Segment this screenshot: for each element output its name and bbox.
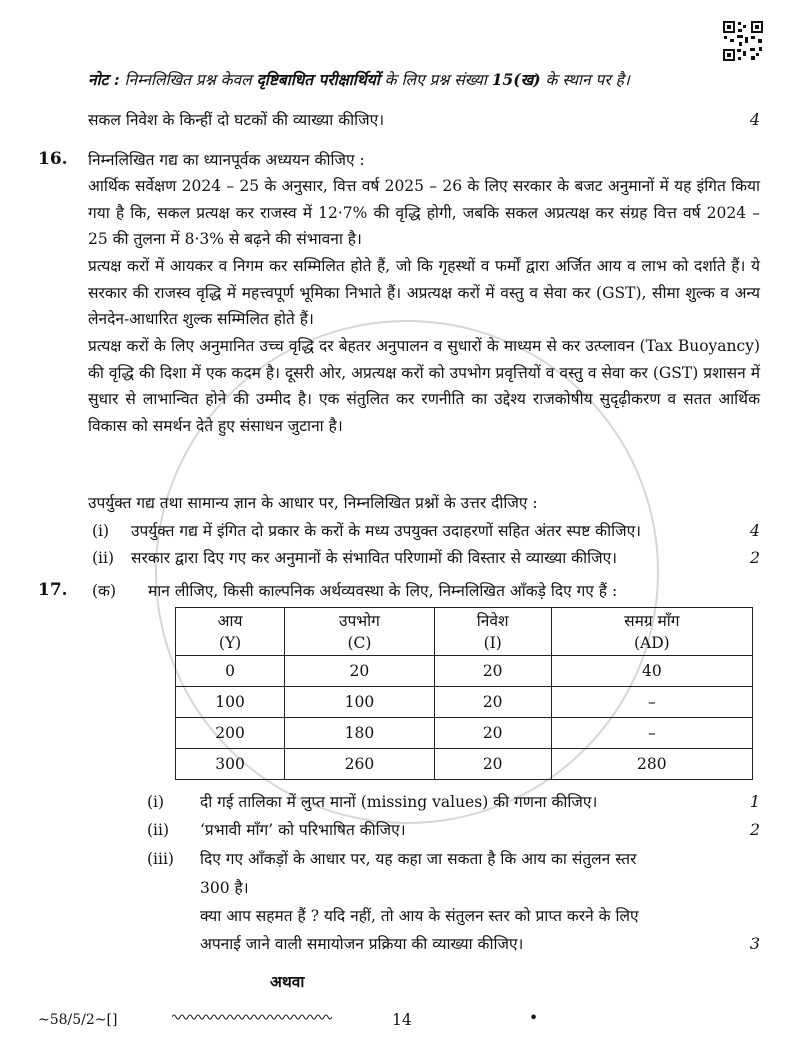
q16-part-i-marks: 4 — [749, 521, 760, 540]
table-row — [176, 749, 753, 780]
table-cell: 20 — [434, 749, 551, 780]
qr-code-icon — [722, 20, 764, 62]
q16-passage-para-2: प्रत्यक्ष करों में आयकर व निगम कर सम्मिलित होते हैं, जो कि गृहस्थों व फर्मों द्वारा अर्जित आय व लाभ को दर्शाते हैं। ये सरकार की राजस्व वृद्धि में महत्त्वपूर्ण भूमिका निभाते हैं। अप्रत्यक्ष करों में वस्तु व सेवा कर (GST), सीमा शुल्क व अन्य लेनदेन-आधारित शुल्क सम्मिलित होते हैं। — [88, 257, 760, 328]
note-emphasis: दृष्टिबाधित परीक्षार्थियों — [256, 70, 380, 89]
table-header-row — [176, 608, 753, 656]
or-label: अथवा — [270, 972, 305, 991]
q16-part-ii-label: (ii) — [92, 549, 115, 567]
q16-passage-para-1: आर्थिक सर्वेक्षण 2024 – 25 के अनुसार, वित्त वर्ष 2025 – 26 के लिए सरकार के बजट अनुमानों में यह इंगित किया गया है कि, सकल प्रत्यक्ष कर राजस्व में 12·7% की वृद्धि होगी, जबकि सकल अप्रत्यक्ष कर संग्रह वित्त वर्ष 2024 – 25 की तुलना में 8·3% से बढ़ने की संभावना है। — [88, 177, 760, 248]
q16-passage-para-3: प्रत्यक्ष करों के लिए अनुमानित उच्च वृद्धि दर बेहतर अनुपालन व सुधारों के माध्यम से कर उत्प्लावन (Tax Buoyancy) की वृद्धि की दिशा में एक कदम है। दूसरी ओर, अप्रत्यक्ष करों को उपभोग प्रवृत्तियों व वस्तु व सेवा कर (GST) प्रशासन में सुधार से लाभान्वित होने की उम्मीद है। एक संतुलित कर रणनीति का उद्देश्य राजकोषीय सुदृढ़ीकरण व सतत आर्थिक विकास को समर्थन देते हुए संसाधन जुटाना है। — [88, 337, 760, 435]
note-label: नोट : — [88, 70, 120, 89]
table-header-investment: निवेश (I) — [434, 608, 551, 656]
table-header-aggregate-demand: समग्र माँग (AD) — [551, 608, 752, 656]
table-cell: 180 — [285, 718, 435, 749]
table-cell: 20 — [434, 687, 551, 718]
table-cell: – — [551, 687, 752, 718]
table-cell: 20 — [285, 656, 435, 687]
q17-data-table — [175, 607, 753, 780]
note-text-mid: के लिए प्रश्न संख्या — [379, 71, 492, 89]
q17-part-i-label: (i) — [147, 793, 165, 811]
table-cell: – — [551, 718, 752, 749]
paper-code: ~58/5/2~[] — [38, 1012, 118, 1028]
q16-intro: निम्नलिखित गद्य का ध्यानपूर्वक अध्ययन कीजिए : — [88, 151, 365, 169]
table-cell: 20 — [434, 718, 551, 749]
table-row — [176, 718, 753, 749]
q16-part-ii-text: सरकार द्वारा दिए गए कर अनुमानों के संभावित परिणामों की विस्तार से व्याख्या कीजिए। — [131, 549, 618, 567]
table-cell: 280 — [551, 749, 752, 780]
q17-intro: मान लीजिए, किसी काल्पनिक अर्थव्यवस्था के लिए, निम्नलिखित आँकड़े दिए गए हैं : — [148, 582, 618, 600]
table-cell: 20 — [434, 656, 551, 687]
table-cell: 40 — [551, 656, 752, 687]
table-cell: 300 — [176, 749, 285, 780]
table-cell: 0 — [176, 656, 285, 687]
note-line — [88, 70, 630, 90]
q17-part-ii-marks: 2 — [749, 820, 760, 839]
wavy-line-icon — [172, 1012, 332, 1022]
q17-part-ii-text: ‘प्रभावी माँग’ को परिभाषित कीजिए। — [200, 821, 406, 839]
table-header-income: आय (Y) — [176, 608, 285, 656]
alt-question-text: सकल निवेश के किन्हीं दो घटकों की व्याख्या कीजिए। — [88, 111, 385, 129]
q17-part-iii-line-4: अपनाई जाने वाली समायोजन प्रक्रिया की व्याख्या कीजिए। — [200, 935, 524, 953]
q17-part-iii-line-1: दिए गए आँकड़ों के आधार पर, यह कहा जा सकता है कि आय का संतुलन स्तर — [200, 850, 637, 868]
table-row — [176, 687, 753, 718]
alt-question-marks: 4 — [749, 110, 760, 129]
table-cell: 260 — [285, 749, 435, 780]
q17-part-ii-label: (ii) — [147, 821, 170, 839]
table-header-consumption: उपभोग (C) — [285, 608, 435, 656]
note-text-end: के स्थान पर है। — [540, 71, 630, 89]
table-row — [176, 656, 753, 687]
note-text: निम्नलिखित प्रश्न केवल — [119, 71, 257, 89]
q16-instruction: उपर्युक्त गद्य तथा सामान्य ज्ञान के आधार पर, निम्नलिखित प्रश्नों के उत्तर दीजिए : — [88, 494, 538, 512]
question-16-number: 16. — [38, 149, 68, 169]
page-number: 14 — [392, 1011, 412, 1029]
q16-part-ii-marks: 2 — [749, 548, 760, 567]
q17-part-i-text: दी गई तालिका में लुप्त मानों (missing values) की गणना कीजिए। — [200, 793, 598, 811]
footer-dot: • — [529, 1009, 539, 1027]
table-cell: 100 — [176, 687, 285, 718]
question-17-number: 17. — [38, 580, 68, 600]
q17-part-iii-label: (iii) — [147, 850, 174, 868]
table-cell: 200 — [176, 718, 285, 749]
note-question-ref: 15(ख) — [491, 70, 541, 89]
q17-option-label: (क) — [92, 582, 116, 600]
q17-part-iii-marks: 3 — [749, 934, 760, 953]
q17-part-iii-line-3: क्या आप सहमत हैं ? यदि नहीं, तो आय के संतुलन स्तर को प्राप्त करने के लिए — [200, 907, 639, 925]
q16-part-i-text: उपर्युक्त गद्य में इंगित दो प्रकार के करों के मध्य उपयुक्त उदाहरणों सहित अंतर स्पष्ट कीजिए। — [131, 522, 642, 540]
table-cell: 100 — [285, 687, 435, 718]
q17-part-i-marks: 1 — [749, 792, 760, 811]
q17-part-iii-line-2: 300 है। — [200, 879, 249, 897]
q16-part-i-label: (i) — [92, 522, 110, 540]
